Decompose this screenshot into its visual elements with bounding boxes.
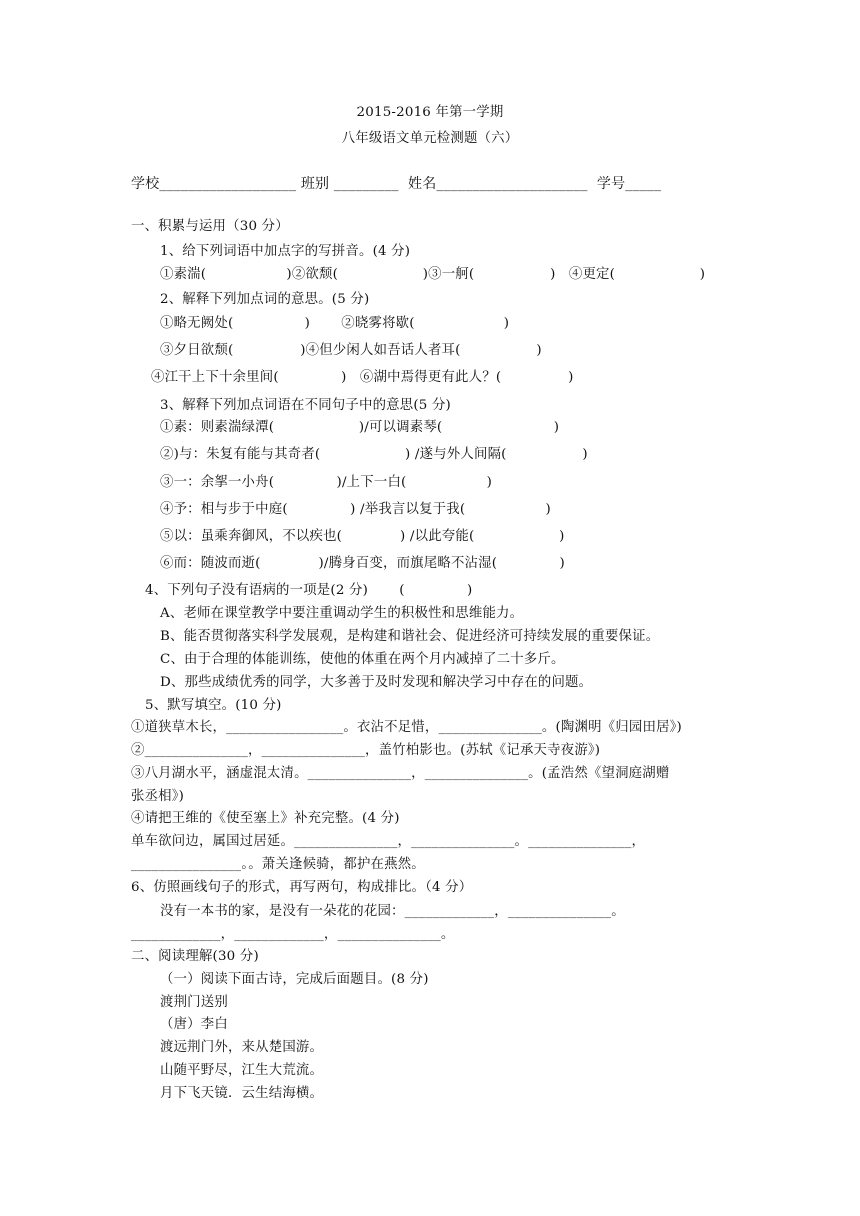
fill-in-line: ②_______________，_______________，盖竹柏影也。(苏轼《记承天寺夜游》) <box>131 743 601 758</box>
answer-line: ④予：相与步于中庭( ) /举我言以复于我( ) <box>160 502 551 517</box>
section-heading: 一、积累与运用（30 分） <box>131 219 289 234</box>
term-line: 2015-2016 年第一学期 <box>356 105 504 120</box>
question-line: 3、解释下列加点词语在不同句子中的意思(5 分) <box>160 398 451 413</box>
fill-in-line: ③八月湖水平，涵虚混太清。_______________，_______________。(孟浩然《望洞庭湖赠 <box>131 766 670 781</box>
answer-line: ⑤以：虽乘奔御风，不以疾也( ) /以此夸能( ) <box>160 529 565 544</box>
question-line: ④请把王维的《使至塞上》补充完整。(4 分) <box>131 811 400 826</box>
choice-option: B、能否贯彻落实科学发展观，是构建和谐社会、促进经济可持续发展的重要保证。 <box>160 629 660 644</box>
section-heading: 二、阅读理解(30 分) <box>131 949 259 964</box>
choice-option: C、由于合理的体能训练，使他的体重在两个月内减掉了二十多斤。 <box>160 652 565 667</box>
fill-in-line: 没有一本书的家，是没有一朵花的花园：_____________，_______________。 <box>160 904 625 919</box>
answer-line: ③一：余挐一小舟( )/上下一白( ) <box>160 475 493 490</box>
fill-in-line: ①道狭草木长，_________________。衣沾不足惜，_______________。(陶渊明《归园田居》) <box>131 720 682 735</box>
poem-line: 月下飞天镜．云生结海横。 <box>160 1086 324 1101</box>
question-line: （一）阅读下面古诗，完成后面题目。(8 分) <box>160 972 429 987</box>
answer-line: ③夕日欲颓( )④但少闲人如吾话人者耳( ) <box>160 343 542 358</box>
page-title: 八年级语文单元检测题（六） <box>341 131 519 146</box>
answer-line: ②)与：朱复有能与其奇者( ) /遂与外人间隔( ) <box>160 447 588 462</box>
answer-line: ①素：则素湍绿潭( )/可以调素琴( ) <box>160 420 560 435</box>
answer-line: ①略无阙处( ) ②晓雾将歇( ) <box>160 316 510 331</box>
choice-option: A、老师在课堂教学中要注重调动学生的积极性和思维能力。 <box>160 606 524 621</box>
question-line: 5、默写填空。(10 分) <box>145 698 282 713</box>
question-line: 2、解释下列加点词的意思。(5 分) <box>160 292 370 307</box>
student-info-line: 学校___________________ 班别 _________ 姓名_____________________ 学号_____ <box>131 176 662 192</box>
poem-author: （唐）李白 <box>160 1017 228 1032</box>
poem-line: 渡远荆门外，来从楚国游。 <box>160 1040 324 1055</box>
choice-option: D、那些成绩优秀的同学，大多善于及时发现和解决学习中存在的问题。 <box>160 675 593 690</box>
fill-in-line: _____________，_____________，_______________。 <box>131 927 455 942</box>
fill-in-line: ________________。。萧关逢候骑，都护在燕然。 <box>131 857 425 872</box>
answer-line: ④江干上下十余里间( ) ⑥湖中焉得更有此人？( ) <box>151 370 574 385</box>
answer-line: ①素湍( )②欲颓( )③一舸( ) ④更定( ) <box>160 267 706 282</box>
poem-title: 渡荆门送别 <box>160 995 228 1010</box>
question-line: 6、仿照画线句子的形式，再写两句，构成排比。（4 分） <box>131 880 473 895</box>
fill-in-line: 单车欲问边，属国过居延。_______________，_______________。_______________， <box>131 834 646 849</box>
question-line: 1、给下列词语中加点字的写拼音。(4 分) <box>160 244 411 259</box>
question-line: 4、下列句子没有语病的一项是(2 分) ( ) <box>145 583 473 598</box>
fill-in-line: 张丞相》) <box>131 789 185 804</box>
poem-line: 山随平野尽，江生大荒流。 <box>160 1063 324 1078</box>
answer-line: ⑥而：随波而逝( )/腾身百变，而旗尾略不沾湿( ) <box>160 556 565 571</box>
